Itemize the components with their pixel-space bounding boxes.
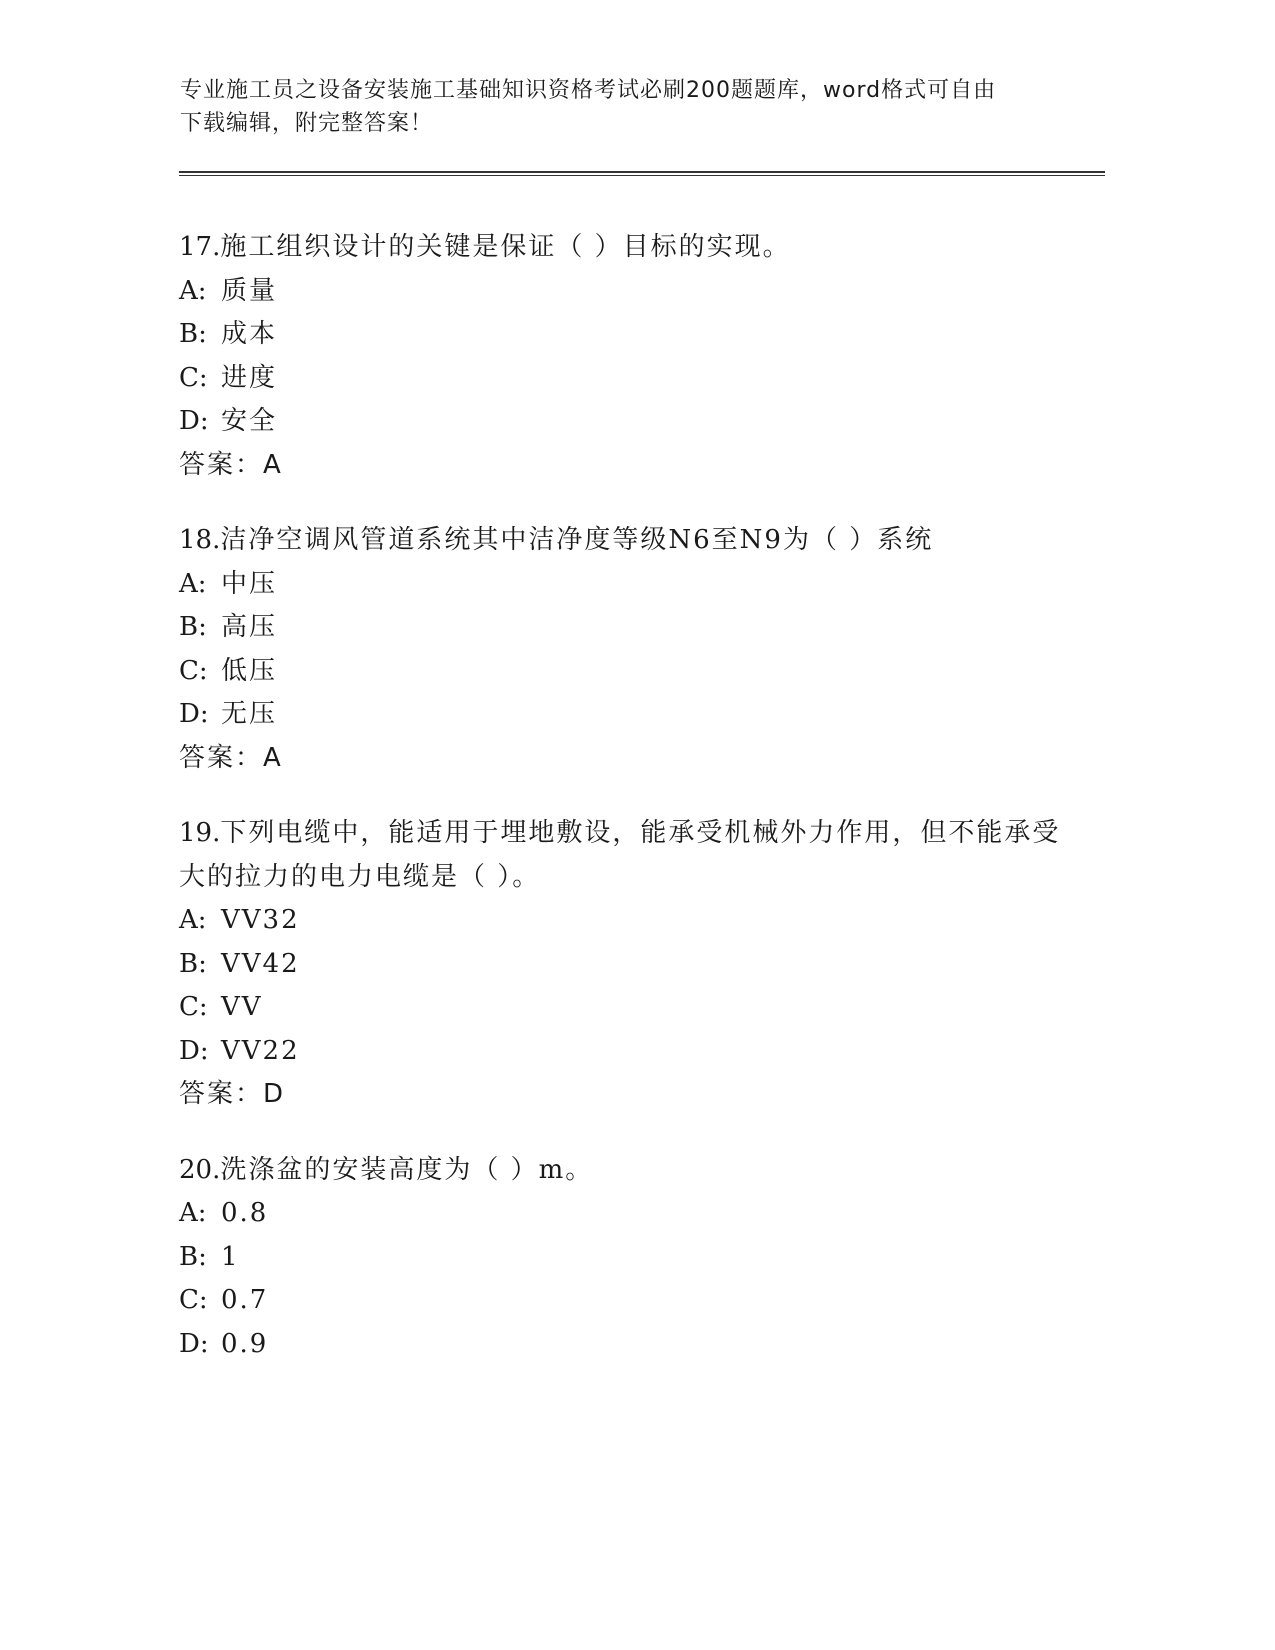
question-18 (179, 519, 1079, 780)
option-text: 安全 (221, 406, 278, 436)
option-d (179, 1030, 1079, 1074)
option-text: 低压 (221, 655, 278, 686)
option-a (179, 1192, 1079, 1236)
header-divider (179, 171, 1105, 176)
option-letter: B: (179, 948, 207, 979)
option-b (179, 943, 1079, 987)
option-letter: A: (179, 568, 207, 599)
answer-line: 答案：A (179, 449, 283, 480)
option-letter: D: (179, 699, 209, 729)
question-19 (179, 812, 1079, 1117)
option-letter: B: (179, 612, 207, 642)
question-20 (179, 1149, 1079, 1367)
option-letter: A: (179, 1198, 207, 1228)
option-letter: B: (179, 1241, 207, 1272)
option-letter: A: (179, 905, 207, 935)
option-a (179, 563, 1079, 607)
option-text: 高压 (221, 612, 278, 642)
question-17 (179, 226, 1079, 487)
option-text: VV (221, 992, 263, 1022)
option-d (179, 693, 1079, 737)
option-letter: D: (179, 1035, 209, 1066)
option-c (179, 357, 1079, 401)
option-b (179, 313, 1079, 357)
option-c (179, 650, 1079, 694)
question-list (179, 226, 1079, 1398)
option-b (179, 606, 1079, 650)
option-a (179, 270, 1079, 314)
answer-line: 答案：D (179, 1079, 286, 1109)
option-c (179, 986, 1079, 1030)
option-text: 无压 (221, 699, 278, 729)
option-text: 质量 (221, 275, 278, 306)
question-stem (179, 1149, 1079, 1193)
option-text: 成本 (221, 319, 278, 349)
option-text: 中压 (221, 568, 278, 599)
option-text: 1 (221, 1241, 240, 1272)
option-d (179, 400, 1079, 444)
option-b (179, 1236, 1079, 1280)
option-letter: D: (179, 406, 209, 436)
option-text: 0.8 (221, 1198, 269, 1228)
header-line-1: 专业施工员之设备安装施工基础知识资格考试必刷200题题库，word格式可自由 (180, 78, 997, 103)
option-d (179, 1323, 1079, 1367)
header-line-2: 下载编辑，附完整答案！ (180, 111, 434, 136)
option-letter: C: (179, 655, 208, 686)
question-text: 下列电缆中，能适用于埋地敷设，能承受机械外力作用，但不能承受大的拉力的电力电缆是（ ）。 (179, 818, 1061, 892)
option-a (179, 899, 1079, 943)
option-text: VV32 (221, 905, 300, 935)
option-letter: C: (179, 1285, 208, 1315)
question-number: 17. (179, 232, 221, 262)
option-letter: C: (179, 362, 208, 393)
option-text: VV22 (221, 1035, 300, 1066)
question-stem (179, 519, 1079, 563)
option-letter: B: (179, 319, 207, 349)
question-number: 19. (179, 818, 221, 848)
question-text: 洗涤盆的安装高度为（ ）m。 (220, 1154, 594, 1185)
question-number: 18. (179, 525, 221, 555)
option-letter: D: (179, 1328, 209, 1359)
document-header (180, 74, 1040, 140)
option-c (179, 1279, 1079, 1323)
answer-line: 答案：A (179, 742, 283, 773)
option-text: VV42 (221, 948, 300, 979)
option-letter: C: (179, 992, 208, 1022)
question-text: 洁净空调风管道系统其中洁净度等级N6至N9为（ ）系统 (220, 525, 934, 555)
option-text: 0.9 (221, 1328, 269, 1359)
question-stem (179, 812, 1079, 899)
question-number: 20. (179, 1154, 221, 1185)
option-letter: A: (179, 275, 207, 306)
option-text: 进度 (221, 362, 278, 393)
question-stem (179, 226, 1079, 270)
question-text: 施工组织设计的关键是保证（ ）目标的实现。 (220, 232, 791, 262)
option-text: 0.7 (221, 1285, 269, 1315)
